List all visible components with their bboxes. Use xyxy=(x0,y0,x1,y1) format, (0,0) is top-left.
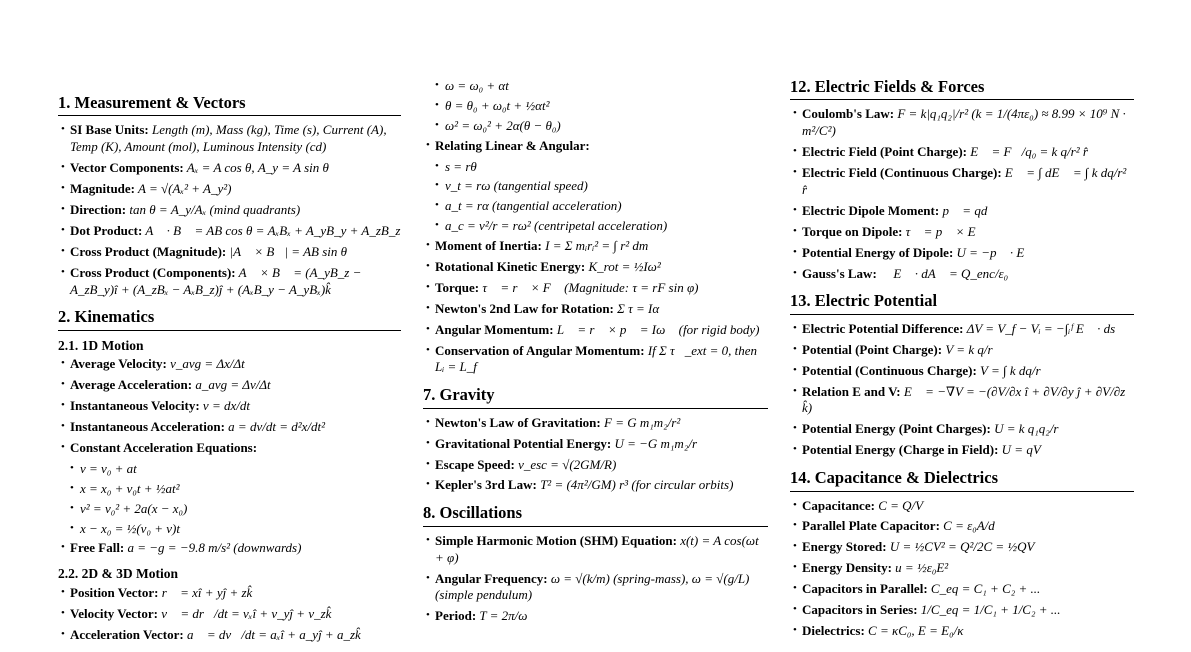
formula-expression: A⃗ · B⃗ = AB cos θ = AₓBₓ + A_yB_y + A_zB_z xyxy=(142,222,401,238)
formula-expression: u = ½ε₀E² xyxy=(891,560,949,576)
formula-expression: ω = ω₀ + αt xyxy=(445,78,509,93)
formula-expression: a⃗ = dv⃗/dt = aₓî + a_yĵ + a_zk̂ xyxy=(183,626,361,642)
formula-item xyxy=(790,384,1134,418)
formula-expression: C = Q/V xyxy=(874,497,924,513)
formula-item xyxy=(58,540,401,557)
formula-expression: r⃗ = xî + yĵ + zk̂ xyxy=(158,584,253,600)
subsection-title: 2.2. 2D & 3D Motion xyxy=(58,566,178,582)
formula-list xyxy=(423,78,768,376)
formula-item xyxy=(790,498,1134,515)
formula-item xyxy=(58,461,401,478)
formula-item xyxy=(423,571,768,605)
formula-expression: U = −p⃗ · E⃗ xyxy=(953,244,1035,260)
formula-expression: E⃗ = −∇V = −(∂V/∂x î + ∂V/∂y ĵ + ∂V/∂z k̂) xyxy=(802,383,1126,416)
formula-item xyxy=(423,198,768,215)
formula-label: Coulomb's Law: xyxy=(802,106,895,122)
formula-item xyxy=(423,218,768,235)
formula-item xyxy=(790,539,1134,556)
formula-item xyxy=(423,238,768,255)
formula-item xyxy=(58,223,401,240)
formula-expression: C = ε₀A/d xyxy=(939,518,995,534)
formula-label: Escape Speed: xyxy=(435,456,515,472)
formula-item xyxy=(58,181,401,198)
formula-label: Vector Components: xyxy=(70,160,184,176)
formula-label: Kepler's 3rd Law: xyxy=(435,477,537,493)
formula-item xyxy=(423,457,768,474)
formula-item xyxy=(58,398,401,415)
formula-item xyxy=(58,521,401,538)
formula-expression: θ = θ₀ + ω₀t + ½αt² xyxy=(445,97,550,113)
formula-item xyxy=(423,259,768,276)
formula-label: Electric Dipole Moment: xyxy=(802,202,940,218)
formula-label: Instantaneous Velocity: xyxy=(70,398,200,414)
formula-expression: V = k q/r xyxy=(942,341,993,357)
formula-expression: 1/C_eq = 1/C₁ + 1/C₂ + ... xyxy=(917,602,1061,618)
formula-label: Capacitance: xyxy=(802,497,875,513)
formula-item xyxy=(423,138,768,155)
formula-label: Relation E and V: xyxy=(802,383,901,399)
formula-expression: v_t = rω (tangential speed) xyxy=(445,178,588,194)
formula-item xyxy=(790,165,1134,199)
formula-label: Potential (Point Charge): xyxy=(802,341,943,357)
section-gravity xyxy=(423,384,768,494)
formula-item xyxy=(790,245,1134,262)
formula-item xyxy=(58,501,401,518)
formula-item xyxy=(423,301,768,318)
formula-item xyxy=(423,415,768,432)
formula-expression: v² = v₀² + 2a(x − x₀) xyxy=(80,500,188,516)
formula-label: Potential (Continuous Charge): xyxy=(802,362,977,378)
formula-label: Average Acceleration: xyxy=(70,377,193,393)
section-capacitance xyxy=(790,467,1134,640)
formula-expression: U = qV xyxy=(998,442,1041,458)
formula-expression: a_avg = Δv/Δt xyxy=(192,377,271,393)
formula-item xyxy=(58,481,401,498)
formula-label: Dielectrics: xyxy=(802,622,865,638)
formula-expression: C_eq = C₁ + C₂ + ... xyxy=(927,581,1041,597)
formula-item xyxy=(423,533,768,567)
formula-item xyxy=(58,606,401,623)
formula-item xyxy=(58,440,401,457)
formula-label: Electric Field (Point Charge): xyxy=(802,144,967,160)
formula-item xyxy=(790,106,1134,140)
formula-item xyxy=(58,160,401,177)
formula-item xyxy=(423,477,768,494)
formula-label: Torque: xyxy=(435,279,480,295)
formula-label: Newton's Law of Gravitation: xyxy=(435,414,601,430)
formula-label: Potential Energy (Point Charges): xyxy=(802,421,991,437)
formula-label: Gravitational Potential Energy: xyxy=(435,435,612,451)
formula-expression: p⃗ = qd⃗ xyxy=(939,202,998,218)
formula-label: Constant Acceleration Equations: xyxy=(70,440,258,455)
formula-expression: v = v₀ + at xyxy=(80,460,137,476)
formula-expression: T = 2π/ω xyxy=(476,608,528,624)
formula-item xyxy=(423,608,768,625)
formula-expression: T² = (4π²/GM) r³ (for circular orbits) xyxy=(536,477,734,493)
formula-expression: E⃗ = F⃗/q₀ = k q/r² r̂ xyxy=(966,144,1088,160)
formula-expression: L⃗ = r⃗ × p⃗ = Iω⃗ (for rigid body) xyxy=(553,321,760,337)
formula-item xyxy=(423,343,768,377)
formula-expression: ω = √(k/m) (spring-mass), ω = √(g/L) (simple pendulum) xyxy=(435,570,750,603)
formula-expression: ω² = ω₀² + 2α(θ − θ₀) xyxy=(445,117,561,133)
formula-label: Cross Product (Magnitude): xyxy=(70,243,227,259)
formula-label: Acceleration Vector: xyxy=(70,626,184,642)
formula-expression: U = k q₁q₂/r xyxy=(990,421,1059,437)
formula-label: Moment of Inertia: xyxy=(435,238,542,254)
formula-expression: a = −g = −9.8 m/s² (downwards) xyxy=(124,540,302,556)
formula-expression: If Σ τ⃗_ext = 0, then Lᵢ = L_f xyxy=(435,342,758,375)
formula-label: Angular Momentum: xyxy=(435,321,554,337)
section-title: 1. Measurement & Vectors xyxy=(58,92,401,116)
formula-label: Energy Density: xyxy=(802,560,892,576)
formula-item xyxy=(58,202,401,219)
column-1 xyxy=(58,92,401,652)
formula-item xyxy=(423,78,768,95)
formula-list xyxy=(58,356,401,557)
formula-item xyxy=(58,244,401,261)
formula-item xyxy=(423,118,768,135)
formula-list xyxy=(790,498,1134,640)
section-title: 7. Gravity xyxy=(423,384,768,408)
section-title: 12. Electric Fields & Forces xyxy=(790,76,1134,100)
formula-item xyxy=(790,581,1134,598)
formula-item xyxy=(58,377,401,394)
section-title: 13. Electric Potential xyxy=(790,290,1134,314)
formula-label: Cross Product (Components): xyxy=(70,264,236,280)
formula-label: Newton's 2nd Law for Rotation: xyxy=(435,300,614,316)
formula-label: Electric Potential Difference: xyxy=(802,320,964,336)
formula-item xyxy=(58,356,401,373)
formula-expression: |A⃗ × B⃗| = AB sin θ xyxy=(226,243,348,259)
formula-label: Position Vector: xyxy=(70,584,159,600)
formula-expression: a = dv/dt = d²x/dt² xyxy=(224,419,325,435)
formula-expression: v_esc = √(2GM/R) xyxy=(514,456,617,472)
formula-item xyxy=(790,342,1134,359)
formula-expression: U = −G m₁m₂/r xyxy=(611,435,698,451)
section-title: 8. Oscillations xyxy=(423,502,768,526)
formula-item xyxy=(790,224,1134,241)
formula-label: Potential Energy (Charge in Field): xyxy=(802,442,999,458)
formula-item xyxy=(790,266,1134,283)
formula-label: Gauss's Law: xyxy=(802,265,877,281)
formula-expression: x = x₀ + v₀t + ½at² xyxy=(80,480,180,496)
formula-item xyxy=(58,585,401,602)
formula-label: Angular Frequency: xyxy=(435,570,548,586)
column-3 xyxy=(790,76,1134,648)
formula-label: Dot Product: xyxy=(70,222,143,238)
formula-expression: Aₓ = A cos θ, A_y = A sin θ xyxy=(183,160,329,176)
formula-expression: A⃗ × B⃗ = (A_yB_z − A_zB_y)î + (A_zBₓ − AₓB_z)ĵ + (AₓB_y − A_yBₓ)k̂ xyxy=(70,264,362,297)
formula-label: Capacitors in Parallel: xyxy=(802,581,928,597)
formula-label: Potential Energy of Dipole: xyxy=(802,244,954,260)
formula-expression: K_rot = ½Iω² xyxy=(585,259,661,275)
formula-expression: s = rθ xyxy=(445,158,477,174)
column-2 xyxy=(423,78,768,633)
formula-expression: Σ τ = Iα xyxy=(613,300,660,316)
formula-item xyxy=(58,265,401,299)
formula-list xyxy=(58,585,401,644)
formula-label: Magnitude: xyxy=(70,181,135,197)
formula-item xyxy=(58,122,401,156)
formula-expression: x − x₀ = ½(v₀ + v)t xyxy=(80,520,180,536)
formula-label: Capacitors in Series: xyxy=(802,602,918,618)
formula-label: Electric Field (Continuous Charge): xyxy=(802,165,1002,181)
formula-expression: v⃗ = dr⃗/dt = vₓî + v_yĵ + v_zk̂ xyxy=(157,605,332,621)
formula-item xyxy=(790,421,1134,438)
formula-label: Conservation of Angular Momentum: xyxy=(435,342,645,358)
formula-expression: x(t) = A cos(ωt + φ) xyxy=(435,532,759,565)
formula-label: Instantaneous Acceleration: xyxy=(70,419,225,435)
formula-item xyxy=(58,627,401,644)
section-title: 2. Kinematics xyxy=(58,306,401,330)
section-title: 14. Capacitance & Dielectrics xyxy=(790,467,1134,491)
formula-list xyxy=(790,321,1134,459)
formula-label: Simple Harmonic Motion (SHM) Equation: xyxy=(435,532,677,548)
formula-item xyxy=(423,280,768,297)
formula-expression: v_avg = Δx/Δt xyxy=(166,356,245,372)
formula-list xyxy=(423,415,768,495)
section-electric-fields xyxy=(790,76,1134,282)
formula-label: Energy Stored: xyxy=(802,539,887,555)
formula-expression: C = κC₀, E = E₀/κ xyxy=(864,622,964,638)
formula-expression: a_c = v²/r = rω² (centripetal acceleration) xyxy=(445,218,668,234)
formula-label: Period: xyxy=(435,608,477,624)
formula-item xyxy=(423,98,768,115)
formula-item xyxy=(423,159,768,176)
formula-label: SI Base Units: xyxy=(70,122,149,138)
formula-expression: ∮ E⃗ · dA⃗ = Q_enc/ε₀ xyxy=(876,265,1009,281)
formula-expression: τ⃗ = p⃗ × E⃗ xyxy=(902,223,986,239)
formula-expression: V = ∫ k dq/r xyxy=(976,362,1041,378)
formula-list xyxy=(58,122,401,298)
formula-list xyxy=(790,106,1134,282)
formula-label: Velocity Vector: xyxy=(70,605,158,621)
formula-item xyxy=(790,623,1134,640)
formula-expression: ΔV = V_f − Vᵢ = −∫ᵢᶠ E⃗ · ds⃗ xyxy=(963,320,1126,336)
formula-expression: A = √(Aₓ² + A_y²) xyxy=(135,181,232,197)
formula-item xyxy=(58,419,401,436)
subsection-title: 2.1. 1D Motion xyxy=(58,337,144,353)
formula-label: Rotational Kinetic Energy: xyxy=(435,259,586,275)
formula-expression: U = ½CV² = Q²/2C = ½QV xyxy=(886,539,1035,555)
formula-expression: Length (m), Mass (kg), Time (s), Current (A), Temp (K), Amount (mol), Luminous Intensity (cd) xyxy=(70,122,387,155)
formula-expression: tan θ = A_y/Aₓ (mind quadrants) xyxy=(126,202,301,217)
formula-item xyxy=(790,602,1134,619)
formula-label: Average Velocity: xyxy=(70,356,167,372)
formula-item xyxy=(790,442,1134,459)
formula-label: Parallel Plate Capacitor: xyxy=(802,518,940,534)
formula-item xyxy=(423,178,768,195)
formula-expression: I = Σ mᵢrᵢ² = ∫ r² dm xyxy=(541,238,649,254)
section-electric-potential xyxy=(790,290,1134,459)
formula-item xyxy=(423,322,768,339)
formula-item xyxy=(790,560,1134,577)
formula-item xyxy=(790,144,1134,161)
formula-label: Free Fall: xyxy=(70,540,125,556)
formula-label: Direction: xyxy=(70,202,127,217)
formula-expression: a_t = rα (tangential acceleration) xyxy=(445,198,622,214)
formula-item xyxy=(790,203,1134,220)
formula-item xyxy=(790,321,1134,338)
formula-label: Torque on Dipole: xyxy=(802,223,903,239)
section-kinematics xyxy=(58,306,401,643)
formula-expression: F = k|q₁q₂|/r² (k = 1/(4πε₀) ≈ 8.99 × 10⁹ N · m²/C²) xyxy=(802,106,1126,139)
formula-expression: E⃗ = ∫ dE⃗ = ∫ k dq/r² r̂ xyxy=(802,165,1127,197)
formula-item xyxy=(790,363,1134,380)
section-oscillations xyxy=(423,502,768,625)
formula-expression: τ⃗ = r⃗ × F⃗ (Magnitude: τ = rF sin φ) xyxy=(479,279,699,295)
formula-list xyxy=(423,533,768,625)
formula-label: Relating Linear & Angular: xyxy=(435,137,590,153)
formula-expression: v = dx/dt xyxy=(199,398,250,414)
section-measurement-vectors xyxy=(58,92,401,298)
formula-item xyxy=(790,518,1134,535)
formula-expression: F = G m₁m₂/r² xyxy=(600,414,681,430)
formula-item xyxy=(423,436,768,453)
